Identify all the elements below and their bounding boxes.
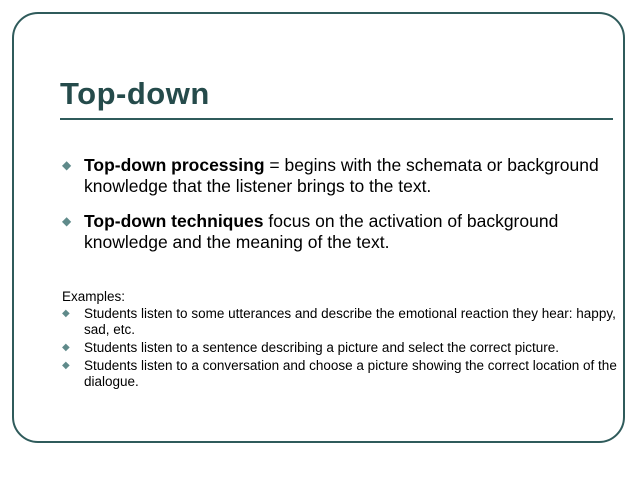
example-item	[62, 340, 622, 356]
bullet-item	[62, 211, 622, 253]
bullet-item	[62, 155, 622, 197]
example-item	[62, 306, 622, 338]
bullet-text: focus on the activation of background knowledge and the meaning of the text.	[84, 211, 559, 252]
bullet-diamond-icon: ◆	[62, 214, 72, 228]
example-text: Students listen to a sentence describing a picture and select the correct picture.	[84, 340, 560, 355]
bullet-term: Top-down processing	[84, 155, 265, 175]
bullet-diamond-icon: ◆	[62, 342, 70, 353]
examples-section	[62, 288, 622, 392]
bullet-diamond-icon: ◆	[62, 308, 70, 319]
bullet-diamond-icon: ◆	[62, 360, 70, 371]
example-item	[62, 358, 622, 390]
example-text: Students listen to a conversation and choose a picture showing the correct location of the dialogue.	[84, 358, 617, 389]
bullet-text: = begins with the schemata or background knowledge that the listener brings to the text.	[84, 155, 599, 196]
main-bullet-list	[62, 155, 622, 267]
example-text: Students listen to some utterances and describe the emotional reaction they hear: happy, sad, etc.	[84, 306, 616, 337]
bullet-diamond-icon: ◆	[62, 158, 72, 172]
examples-heading: Examples:	[62, 289, 126, 304]
slide-title: Top-down	[60, 76, 210, 111]
title-divider	[60, 118, 613, 120]
bullet-term: Top-down techniques	[84, 211, 264, 231]
